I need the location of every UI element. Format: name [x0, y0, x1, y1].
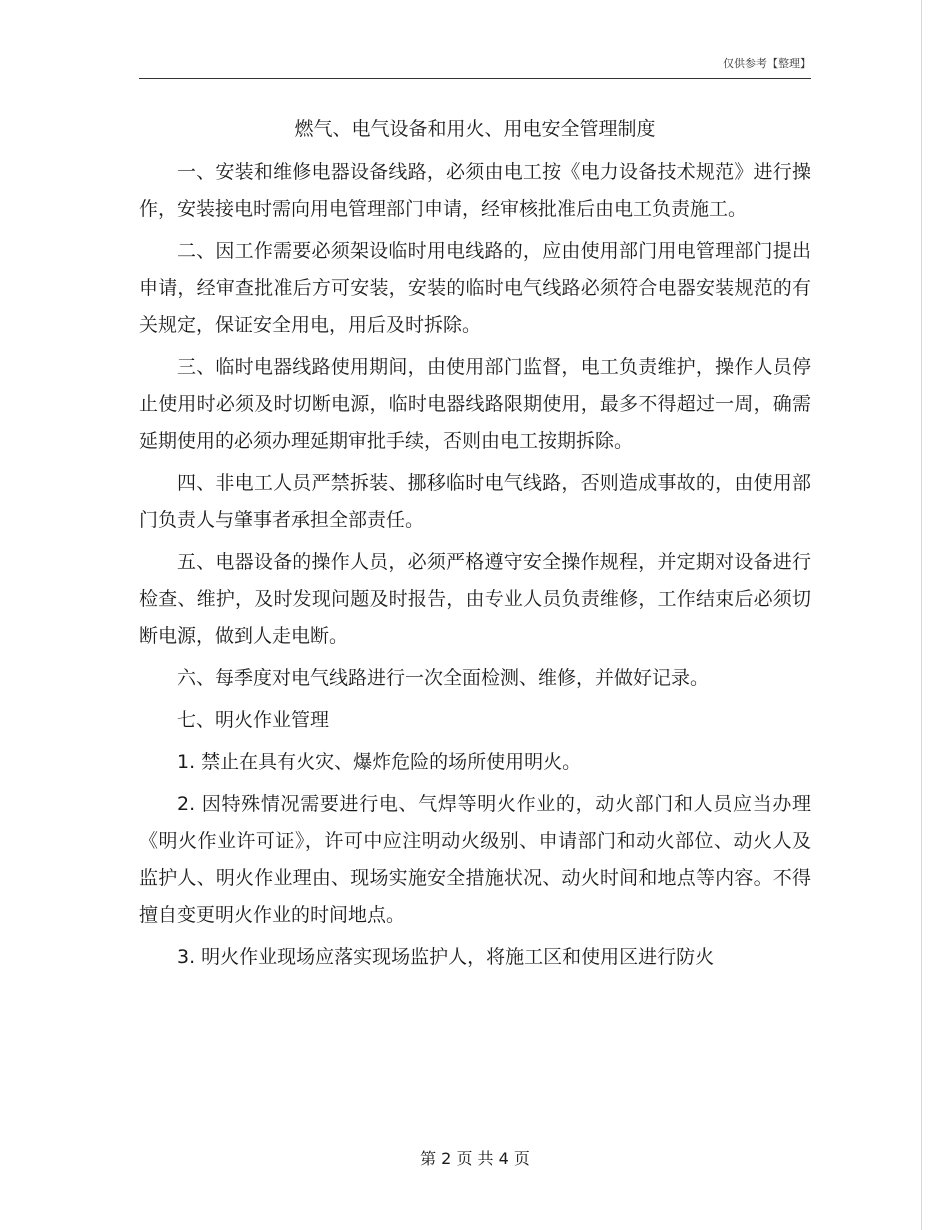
document-body — [139, 154, 811, 981]
paragraph-7: 七、明火作业管理 — [177, 709, 330, 731]
paragraph-4: 四、非电工人员严禁拆装、挪移临时电气线路，否则造成事故的，由使用部门负责人与肇事者承担全部责任。 — [139, 472, 811, 531]
paragraph-8: 1. 禁止在具有火灾、爆炸危险的场所使用明火。 — [177, 751, 582, 773]
header-note: 仅供参考【整理】 — [723, 57, 811, 70]
paragraph-10: 3. 明火作业现场应落实现场监护人，将施工区和使用区进行防火 — [177, 946, 715, 968]
page-edge — [921, 0, 922, 1230]
paragraph-3: 三、临时电器线路使用期间，由使用部门监督，电工负责维护，操作人员停止使用时必须及时切断电源，临时电器线路限期使用，最多不得超过一周，确需延期使用的必须办理延期审批手续，否则由电工按期拆除。 — [139, 356, 811, 452]
paragraph-2: 二、因工作需要必须架设临时用电线路的，应由使用部门用电管理部门提出申请，经审查批准后方可安装，安装的临时电气线路必须符合电器安装规范的有关规定，保证安全用电，用后及时拆除。 — [139, 240, 811, 336]
paragraph-5: 五、电器设备的操作人员，必须严格遵守安全操作规程，并定期对设备进行检查、维护，及时发现问题及时报告，由专业人员负责维修，工作结束后必须切断电源，做到人走电断。 — [139, 551, 811, 647]
paragraph-1: 一、安装和维修电器设备线路，必须由电工按《电力设备技术规范》进行操作，安装接电时需向用电管理部门申请，经审核批准后由电工负责施工。 — [139, 161, 811, 220]
paragraph-9: 2. 因特殊情况需要进行电、气焊等明火作业的，动火部门和人员应当办理《明火作业许可证》，许可中应注明动火级别、申请部门和动火部位、动火人及监护人、明火作业理由、现场实施安全措施状况、动火时间和地点等内容。不得擅自变更明火作业的时间地点。 — [139, 793, 811, 926]
paragraph-6: 六、每季度对电气线路进行一次全面检测、维修，并做好记录。 — [177, 667, 710, 689]
document-title: 燃气、电气设备和用火、用电安全管理制度 — [294, 118, 656, 140]
page-header — [139, 56, 811, 79]
page-footer: 第 2 页 共 4 页 — [420, 1149, 530, 1168]
